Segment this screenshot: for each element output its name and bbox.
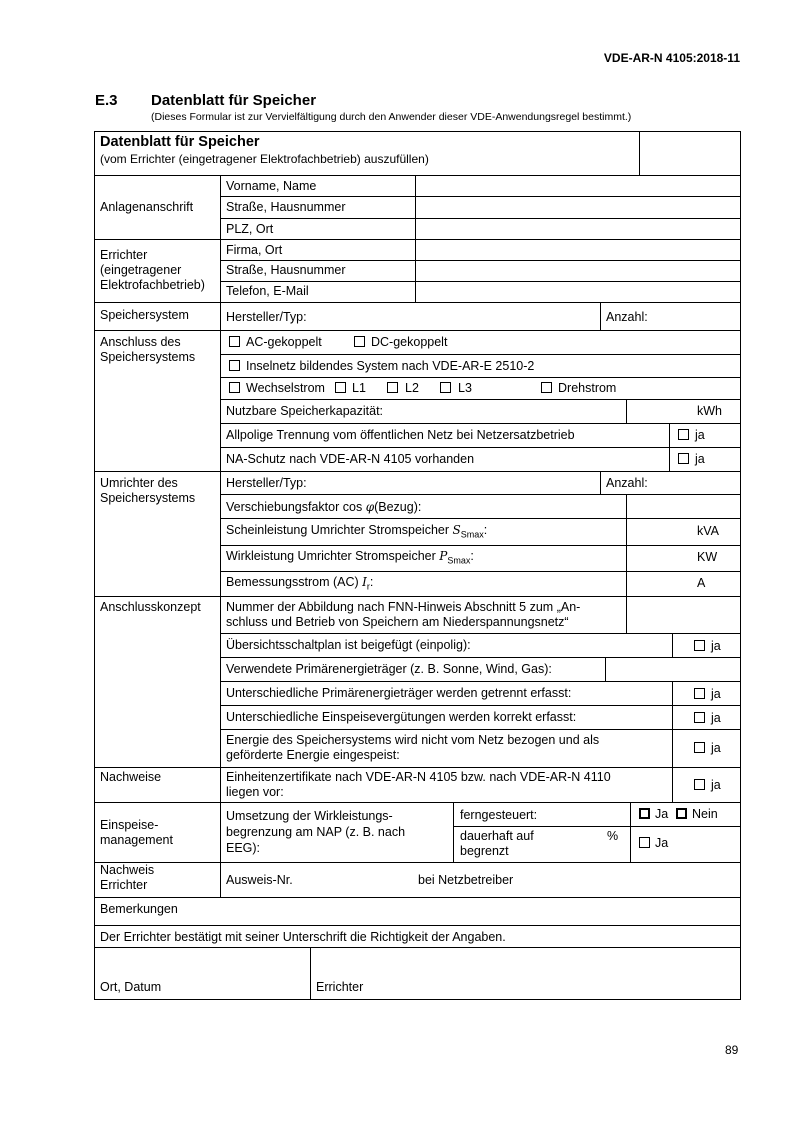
umrichter-label: Speichersystems <box>100 491 196 505</box>
ferngesteuert-label: ferngesteuert: <box>460 808 538 822</box>
kapazitaet-label: Nutzbare Speicherkapazität: <box>226 404 384 418</box>
row-divider <box>94 925 741 926</box>
abbildung-label: schluss und Betrieb von Speichern am Niederspannungsnetz“ <box>226 615 569 629</box>
l1-checkbox[interactable] <box>335 382 346 393</box>
l3-checkbox[interactable] <box>440 382 451 393</box>
ampere-unit: A <box>697 576 706 590</box>
row-divider <box>94 302 741 303</box>
na-schutz-label: NA-Schutz nach VDE-AR-N 4105 vorhanden <box>226 452 475 466</box>
ort-datum-label: Ort, Datum <box>100 980 162 994</box>
uebersicht-checkbox[interactable] <box>694 640 705 651</box>
dauerhaft-label: dauerhaft auf <box>460 829 534 843</box>
dauerhaft-ja-checkbox[interactable] <box>639 837 650 848</box>
row-divider <box>94 239 741 240</box>
na-schutz-checkbox[interactable] <box>678 453 689 464</box>
section-number: E.3 <box>95 92 118 109</box>
dauerhaft-label: begrenzt <box>460 844 509 858</box>
errichter-label: Errichter <box>100 248 148 262</box>
section-title: Datenblatt für Speicher <box>151 92 317 109</box>
section-note: (Dieses Formular ist zur Vervielfältigung durch den Anwender dieser VDE-Anwendungsregel bestimmt.) <box>151 111 632 123</box>
row-divider <box>94 596 741 597</box>
city-label: PLZ, Ort <box>226 222 274 236</box>
trennung-checkbox[interactable] <box>678 429 689 440</box>
umrichter-label: Umrichter des <box>100 476 178 490</box>
errichter-street-label: Straße, Hausnummer <box>226 263 346 277</box>
row-divider <box>94 330 741 331</box>
wechselstrom-checkbox[interactable] <box>229 382 240 393</box>
abbildung-label: Nummer der Abbildung nach FNN-Hinweis Abschnitt 5 zum „An- <box>226 600 581 614</box>
energie-label: Energie des Speichersystems wird nicht vom Netz bezogen und als <box>226 733 600 747</box>
getrennt-ja-label: ja <box>711 687 721 701</box>
firm-label: Firma, Ort <box>226 243 283 257</box>
phone-label: Telefon, E-Mail <box>226 284 309 298</box>
trennung-ja-label: ja <box>695 428 705 442</box>
row-divider <box>94 175 741 176</box>
name-label: Vorname, Name <box>226 179 317 193</box>
nachweis-errichter-label: Errichter <box>100 878 148 892</box>
netzbetreiber-label: bei Netzbetreiber <box>418 873 514 887</box>
wechselstrom-label: Wechselstrom <box>246 381 325 395</box>
zertifikate-label: Einheitenzertifikate nach VDE-AR-N 4105 bzw. nach VDE-AR-N 4110 <box>226 770 611 784</box>
inselnetz-checkbox[interactable] <box>229 360 240 371</box>
verguetung-ja-label: ja <box>711 711 721 725</box>
zertifikate-ja-label: ja <box>711 778 721 792</box>
bemessungsstrom-label: Bemessungsstrom (AC) $I_r$: <box>226 575 374 592</box>
kw-unit: KW <box>697 550 718 564</box>
anschluss-label: Anschluss des <box>100 335 181 349</box>
page-number: 89 <box>725 1043 739 1057</box>
drehstrom-checkbox[interactable] <box>541 382 552 393</box>
form-title: Datenblatt für Speicher <box>100 134 260 150</box>
errichter-label: Elektrofachbetrieb) <box>100 278 205 292</box>
wirkleistung-label: Wirkleistung Umrichter Stromspeicher $P_{Smax}$: <box>226 549 474 566</box>
bestaetigung-text: Der Errichter bestätigt mit seiner Unterschrift die Richtigkeit der Angaben. <box>100 930 506 944</box>
row-divider <box>94 947 741 948</box>
l2-checkbox[interactable] <box>387 382 398 393</box>
umrichter-hersteller-label: Hersteller/Typ: <box>226 476 307 490</box>
einspeise-label: management <box>100 833 173 847</box>
zertifikate-checkbox[interactable] <box>694 779 705 790</box>
kva-unit: kVA <box>697 524 719 538</box>
row-divider <box>94 471 741 472</box>
speichersystem-label: Speichersystem <box>100 308 189 322</box>
errichter-signature-label: Errichter <box>316 980 364 994</box>
energie-ja-label: ja <box>711 741 721 755</box>
ausweis-label: Ausweis-Nr. <box>226 873 293 887</box>
bemerkungen-label: Bemerkungen <box>100 902 178 916</box>
form-subtitle: (vom Errichter (eingetragener Elektrofachbetrieb) auszufüllen) <box>100 152 429 166</box>
scheinleistung-label: Scheinleistung Umrichter Stromspeicher $S_{Smax}$: <box>226 523 488 540</box>
anschluss-label: Speichersystems <box>100 350 196 364</box>
row-divider <box>94 862 741 863</box>
l3-label: L3 <box>458 381 472 395</box>
street-label: Straße, Hausnummer <box>226 200 346 214</box>
percent-sign: % <box>607 829 619 843</box>
dauerhaft-ja-label: Ja <box>655 836 669 850</box>
cos-phi-label: Verschiebungsfaktor cos φ(Bezug): <box>226 500 422 514</box>
row-divider <box>94 767 741 768</box>
nachweis-errichter-label: Nachweis <box>100 863 155 877</box>
getrennt-checkbox[interactable] <box>694 688 705 699</box>
getrennt-label: Unterschiedliche Primärenergieträger werden getrennt erfasst: <box>226 686 572 700</box>
trennung-label: Allpolige Trennung vom öffentlichen Netz bei Netzersatzbetrieb <box>226 428 575 442</box>
ferngesteuert-ja-label: Ja <box>655 807 669 821</box>
verguetung-label: Unterschiedliche Einspeisevergütungen werden korrekt erfasst: <box>226 710 577 724</box>
row-divider <box>94 897 741 898</box>
umrichter-anzahl-label: Anzahl: <box>606 476 648 490</box>
wirkleistung-begrenzung-label: begrenzung am NAP (z. B. nach <box>226 825 406 839</box>
drehstrom-label: Drehstrom <box>558 381 617 395</box>
ferngesteuert-nein-label: Nein <box>692 807 718 821</box>
energie-checkbox[interactable] <box>694 742 705 753</box>
anlagen-label: Anlagenanschrift <box>100 200 194 214</box>
nachweise-label: Nachweise <box>100 770 162 784</box>
na-schutz-ja-label: ja <box>695 452 705 466</box>
ferngesteuert-ja-checkbox[interactable] <box>639 808 650 819</box>
dc-checkbox[interactable] <box>354 336 365 347</box>
verguetung-checkbox[interactable] <box>694 712 705 723</box>
errichter-label: (eingetragener <box>100 263 182 277</box>
ferngesteuert-nein-checkbox[interactable] <box>676 808 687 819</box>
wirkleistung-begrenzung-label: EEG): <box>226 841 261 855</box>
l2-label: L2 <box>405 381 419 395</box>
konzept-label: Anschlusskonzept <box>100 600 201 614</box>
uebersicht-ja-label: ja <box>711 639 721 653</box>
wirkleistung-begrenzung-label: Umsetzung der Wirkleistungs- <box>226 809 393 823</box>
inselnetz-label: Inselnetz bildendes System nach VDE-AR-E 2510-2 <box>246 359 535 373</box>
kwh-unit: kWh <box>697 404 722 418</box>
hersteller-label: Hersteller/Typ: <box>226 310 307 324</box>
dc-label: DC-gekoppelt <box>371 335 448 349</box>
energie-label: geförderte Energie eingespeist: <box>226 748 400 762</box>
row-divider <box>94 802 741 803</box>
document-id: VDE-AR-N 4105:2018-11 <box>603 51 740 65</box>
einspeise-label: Einspeise- <box>100 818 159 832</box>
ac-checkbox[interactable] <box>229 336 240 347</box>
ac-label: AC-gekoppelt <box>246 335 322 349</box>
zertifikate-label: liegen vor: <box>226 785 284 799</box>
anzahl-label: Anzahl: <box>606 310 648 324</box>
l1-label: L1 <box>352 381 366 395</box>
primaer-label: Verwendete Primärenergieträger (z. B. Sonne, Wind, Gas): <box>226 662 552 676</box>
uebersicht-label: Übersichtsschaltplan ist beigefügt (einpolig): <box>226 638 471 652</box>
